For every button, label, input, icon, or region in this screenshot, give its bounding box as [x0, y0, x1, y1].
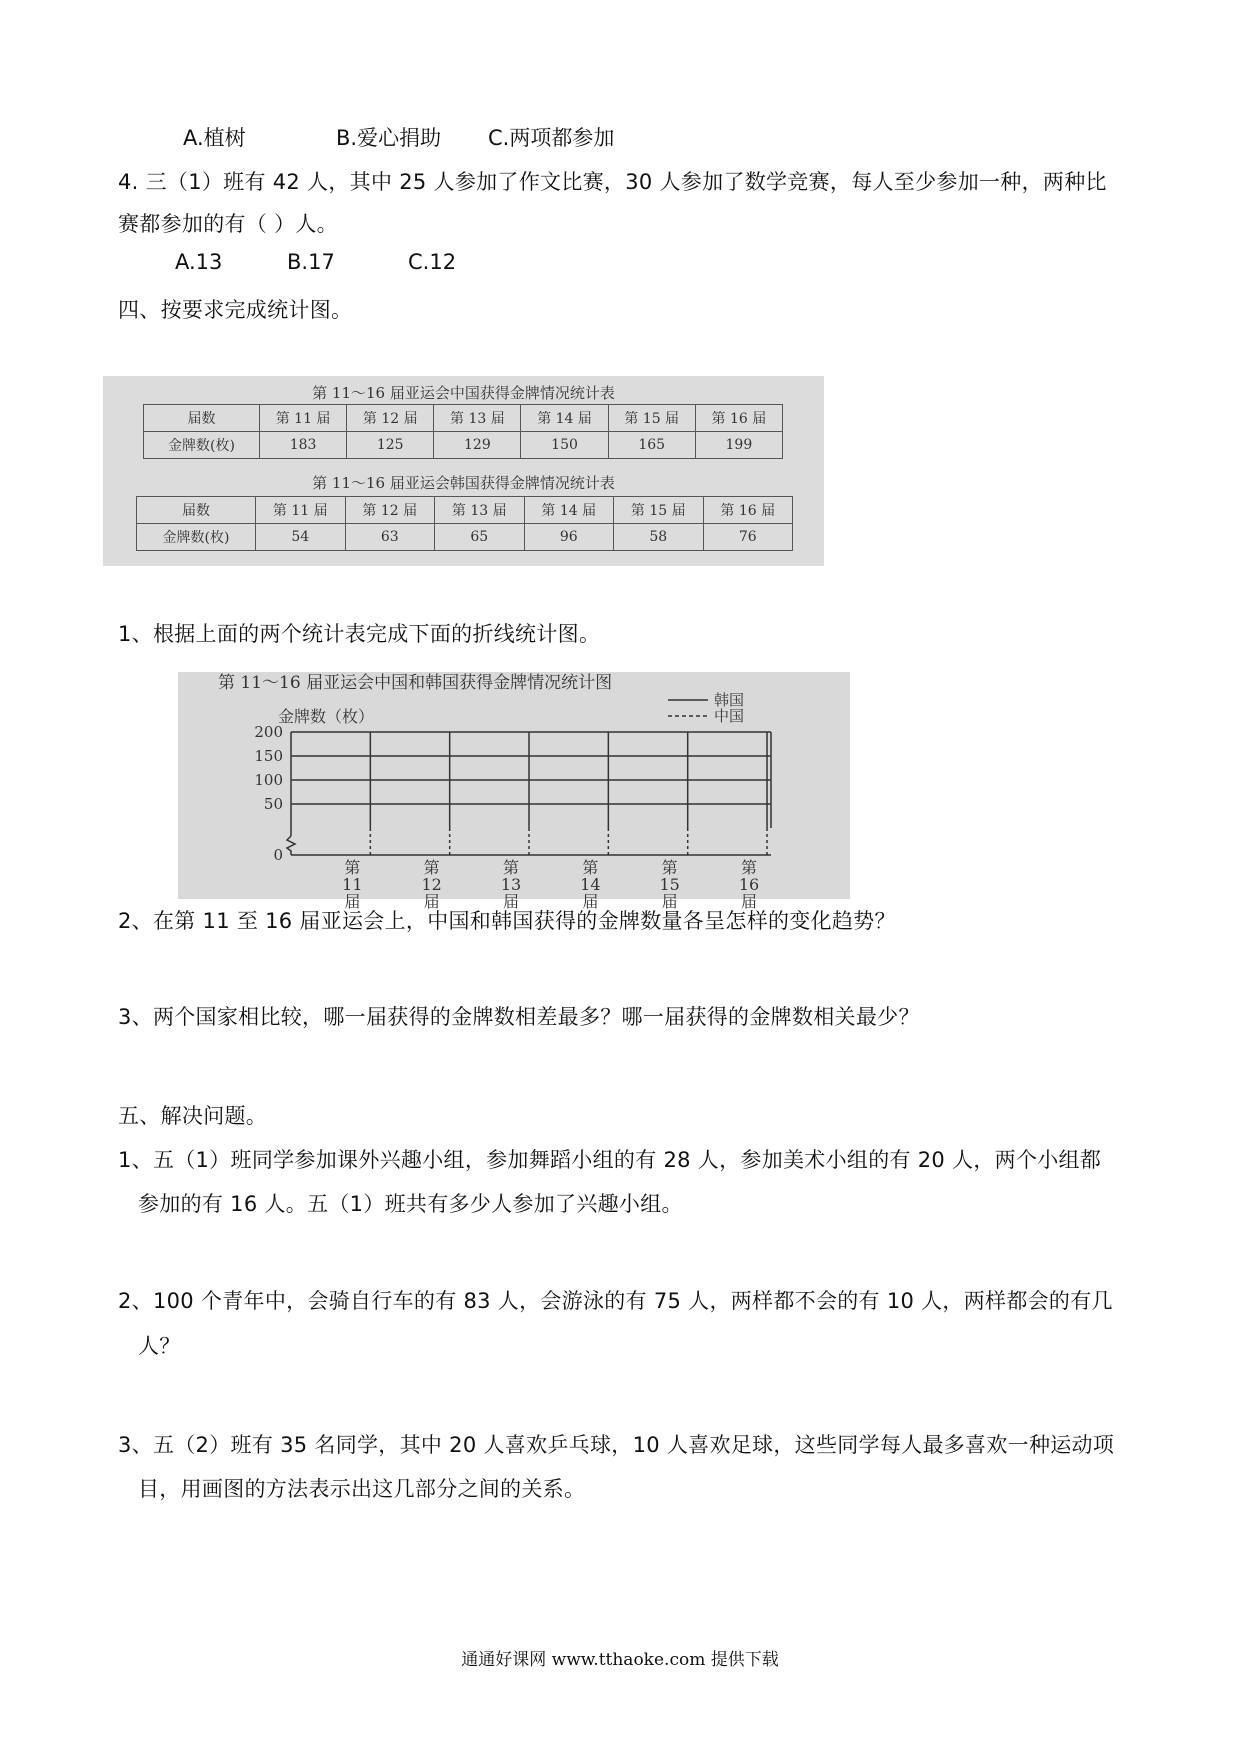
x-tick-label: 届 — [503, 892, 520, 911]
y-tick-label: 100 — [254, 771, 283, 789]
table-cell: 76 — [703, 524, 793, 551]
section4-title: 四、按要求完成统计图。 — [118, 298, 353, 322]
table-cell: 183 — [260, 432, 347, 459]
x-tick-label: 14 — [580, 875, 601, 894]
table-cell: 第 13 届 — [435, 497, 525, 524]
korea-table-caption: 第 11～16 届亚运会韩国获得金牌情况统计表 — [312, 474, 615, 492]
x-tick-label: 第 — [582, 858, 599, 877]
table-cell: 第 15 届 — [614, 497, 704, 524]
x-tick-label: 第 — [503, 858, 520, 877]
table-cell: 第 14 届 — [521, 405, 608, 432]
axis-break-mark — [287, 836, 295, 855]
y-tick-label: 200 — [254, 723, 283, 741]
section4-q2: 2、在第 11 至 16 届亚运会上，中国和韩国获得的金牌数量各呈怎样的变化趋势？ — [118, 909, 896, 933]
table-cell: 199 — [695, 432, 782, 459]
section5-q1-line2: 参加的有 16 人。五（1）班共有多少人参加了兴趣小组。 — [138, 1192, 683, 1216]
table-cell: 第 16 届 — [703, 497, 793, 524]
table-cell: 第 13 届 — [434, 405, 521, 432]
table-cell: 第 12 届 — [347, 405, 434, 432]
footer: 通通好课网 www.tthaoke.com 提供下载 — [461, 1650, 779, 1670]
option-a: A.植树 — [183, 126, 246, 150]
x-tick-label: 第 — [661, 858, 678, 877]
table-cell: 第 11 届 — [260, 405, 347, 432]
section5-q2-line2: 人？ — [138, 1334, 181, 1358]
section5-q3-line2: 目，用画图的方法表示出这几部分之间的关系。 — [138, 1477, 586, 1501]
x-tick-label: 届 — [344, 892, 361, 911]
y-tick-label: 0 — [273, 846, 283, 864]
table-cell: 65 — [435, 524, 525, 551]
table-row — [137, 524, 793, 551]
table-cell: 58 — [614, 524, 704, 551]
option-c: C.两项都参加 — [488, 126, 615, 150]
table-cell: 125 — [347, 432, 434, 459]
x-tick-label: 12 — [421, 875, 442, 894]
q4-option-a: A.13 — [175, 250, 223, 274]
table-cell: 165 — [608, 432, 695, 459]
x-tick-labels — [342, 858, 759, 911]
china-table — [143, 404, 783, 459]
x-tick-label: 第 — [344, 858, 361, 877]
statistics-tables-photo — [103, 376, 824, 566]
x-tick-label: 13 — [500, 875, 522, 894]
table-cell: 届数 — [137, 497, 256, 524]
table-cell: 届数 — [144, 405, 260, 432]
table-cell: 第 11 届 — [256, 497, 346, 524]
legend-korea-label: 韩国 — [714, 691, 745, 709]
x-tick-label: 16 — [738, 875, 760, 894]
table-cell: 第 16 届 — [695, 405, 782, 432]
section5-q2-line1: 2、100 个青年中，会骑自行车的有 83 人，会游泳的有 75 人，两样都不会的有 10 人，两样都会的有几 — [118, 1289, 1113, 1313]
table-cell: 150 — [521, 432, 608, 459]
x-tick-label: 15 — [659, 875, 680, 894]
option-b: B.爱心捐助 — [336, 126, 442, 150]
x-tick-label: 届 — [423, 892, 440, 911]
q4-option-c: C.12 — [408, 250, 457, 274]
table-cell: 金牌数(枚) — [144, 432, 260, 459]
x-tick-label: 第 — [741, 858, 758, 877]
q4-option-b: B.17 — [287, 250, 335, 274]
table-cell: 第 12 届 — [345, 497, 435, 524]
section5-q3-line1: 3、五（2）班有 35 名同学，其中 20 人喜欢乒乓球，10 人喜欢足球，这些同学每人最多喜欢一种运动项 — [118, 1433, 1115, 1457]
q4-line2: 赛都参加的有（ ）人。 — [118, 212, 338, 236]
table-cell: 第 15 届 — [608, 405, 695, 432]
china-table-caption: 第 11～16 届亚运会中国获得金牌情况统计表 — [312, 384, 615, 402]
y-tick-labels — [254, 723, 283, 864]
table-row — [144, 432, 783, 459]
x-tick-label: 届 — [661, 892, 678, 911]
table-row — [137, 497, 793, 524]
x-tick-label: 第 — [423, 858, 440, 877]
y-tick-label: 150 — [254, 747, 283, 765]
section5-title: 五、解决问题。 — [118, 1104, 268, 1128]
section4-q1: 1、根据上面的两个统计表完成下面的折线统计图。 — [118, 622, 601, 646]
x-tick-label: 11 — [342, 875, 363, 894]
table-row — [144, 405, 783, 432]
table-cell: 96 — [524, 524, 614, 551]
table-cell: 63 — [345, 524, 435, 551]
y-tick-label: 50 — [263, 795, 283, 813]
y-axis-label: 金牌数（枚） — [278, 707, 375, 726]
korea-table — [136, 496, 793, 551]
x-tick-label: 届 — [582, 892, 599, 911]
section5-q1-line1: 1、五（1）班同学参加课外兴趣小组，参加舞蹈小组的有 28 人，参加美术小组的有 20 人，两个小组都 — [118, 1148, 1102, 1172]
chart-title: 第 11～16 届亚运会中国和韩国获得金牌情况统计图 — [218, 673, 613, 693]
table-cell: 金牌数(枚) — [137, 524, 256, 551]
table-cell: 54 — [256, 524, 346, 551]
line-chart-photo — [178, 672, 850, 911]
q4-line1: 4. 三（1）班有 42 人，其中 25 人参加了作文比赛，30 人参加了数学竞赛，每人至少参加一种，两种比 — [118, 170, 1107, 194]
table-cell: 129 — [434, 432, 521, 459]
line-chart — [178, 672, 850, 911]
chart-grid — [287, 732, 771, 855]
x-tick-label: 届 — [741, 892, 758, 911]
table-cell: 第 14 届 — [524, 497, 614, 524]
section4-q3: 3、两个国家相比较，哪一届获得的金牌数相差最多？哪一届获得的金牌数相关最少？ — [118, 1005, 920, 1029]
legend-china-label: 中国 — [714, 707, 745, 725]
